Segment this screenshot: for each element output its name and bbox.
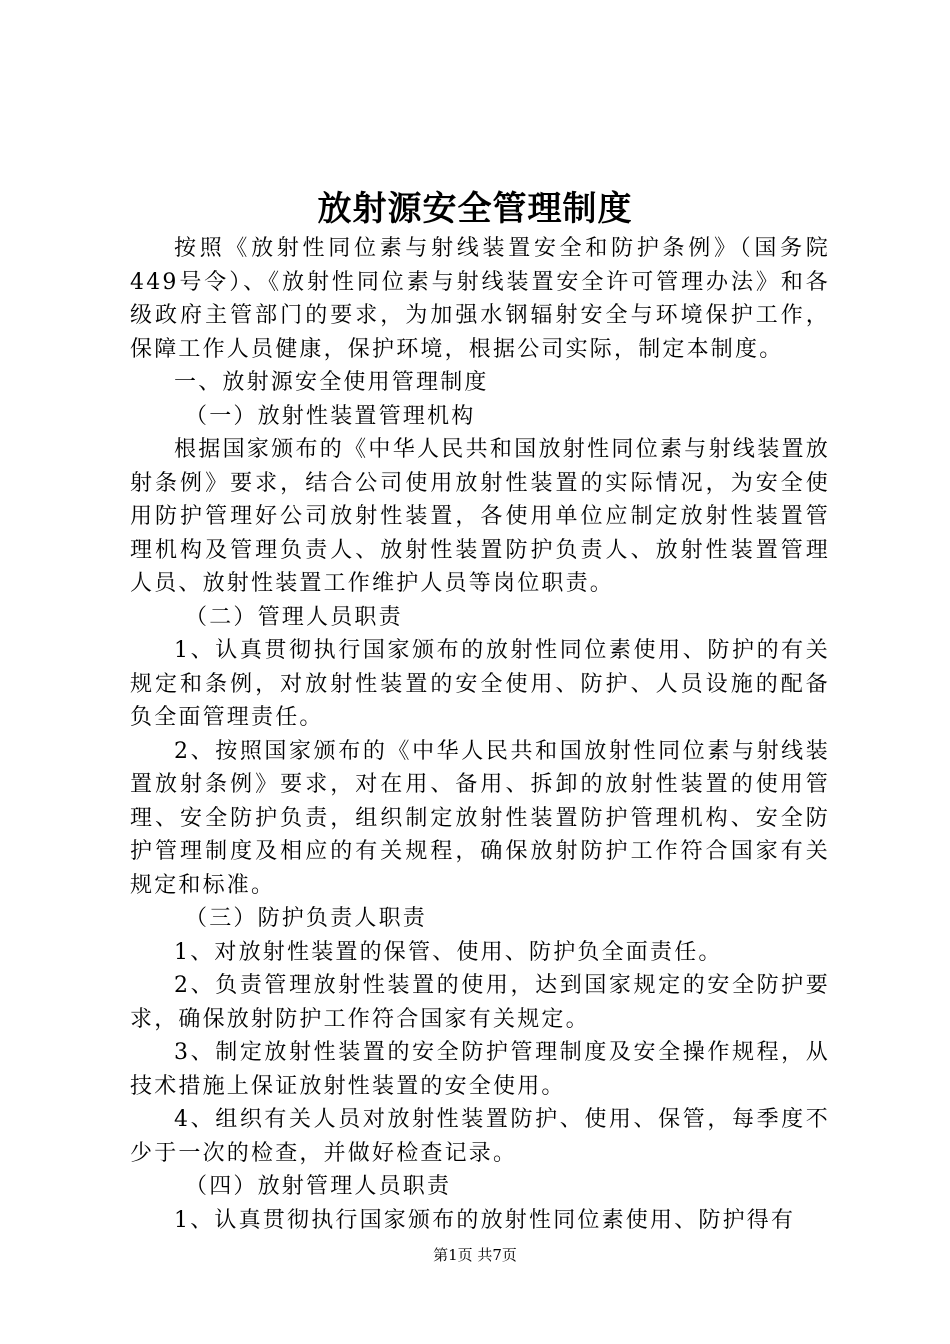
list-item: 2、按照国家颁布的《中华人民共和国放射性同位素与射线装置放射条例》要求，对在用、备用、拆卸的放射性装置的使用管理、安全防护负责，组织制定放射性装置防护管理机构、安全防护管理制度及相应的有关规程，确保放射防护工作符合国家有关规定和标准。 bbox=[130, 738, 830, 898]
document-title: 放射源安全管理制度 bbox=[317, 189, 633, 229]
list-item: 2、负责管理放射性装置的使用，达到国家规定的安全防护要求，确保放射防护工作符合国家有关规定。 bbox=[130, 973, 830, 1032]
list-item: 3、制定放射性装置的安全防护管理制度及安全操作规程，从技术措施上保证放射性装置的安全使用。 bbox=[130, 1040, 830, 1099]
intro-paragraph: 按照《放射性同位素与射线装置安全和防护条例》（国务院449号令）、《放射性同位素与射线装置安全许可管理办法》和各级政府主管部门的要求，为加强水钢辐射安全与环境保护工作，保障工作人员健康，保护环境，根据公司实际，制定本制度。 bbox=[130, 236, 830, 362]
list-item: 1、认真贯彻执行国家颁布的放射性同位素使用、防护得有 bbox=[174, 1207, 796, 1233]
section-heading-1: 一、放射源安全使用管理制度 bbox=[174, 370, 489, 395]
document-body bbox=[130, 232, 830, 1237]
page-footer: 第1页 共7页 bbox=[433, 1246, 517, 1264]
list-item: 1、对放射性装置的保管、使用、防护负全面责任。 bbox=[174, 939, 723, 965]
subsection-heading-1: （一）放射性装置管理机构 bbox=[185, 403, 476, 429]
subsection-heading-3: （三）防护负责人职责 bbox=[185, 906, 428, 931]
list-item: 4、组织有关人员对放射性装置防护、使用、保管，每季度不少于一次的检查，并做好检查记录。 bbox=[130, 1107, 830, 1166]
subsection-heading-4: （四）放射管理人员职责 bbox=[185, 1174, 452, 1199]
paragraph: 根据国家颁布的《中华人民共和国放射性同位素与射线装置放射条例》要求，结合公司使用放射性装置的实际情况，为安全使用防护管理好公司放射性装置，各使用单位应制定放射性装置管理机构及管理负责人、放射性装置防护负责人、放射性装置管理人员、放射性装置工作维护人员等岗位职责。 bbox=[130, 437, 830, 596]
subsection-heading-2: （二）管理人员职责 bbox=[185, 604, 403, 630]
list-item: 1、认真贯彻执行国家颁布的放射性同位素使用、防护的有关规定和条例，对放射性装置的安全使用、防护、人员设施的配备负全面管理责任。 bbox=[130, 638, 830, 730]
